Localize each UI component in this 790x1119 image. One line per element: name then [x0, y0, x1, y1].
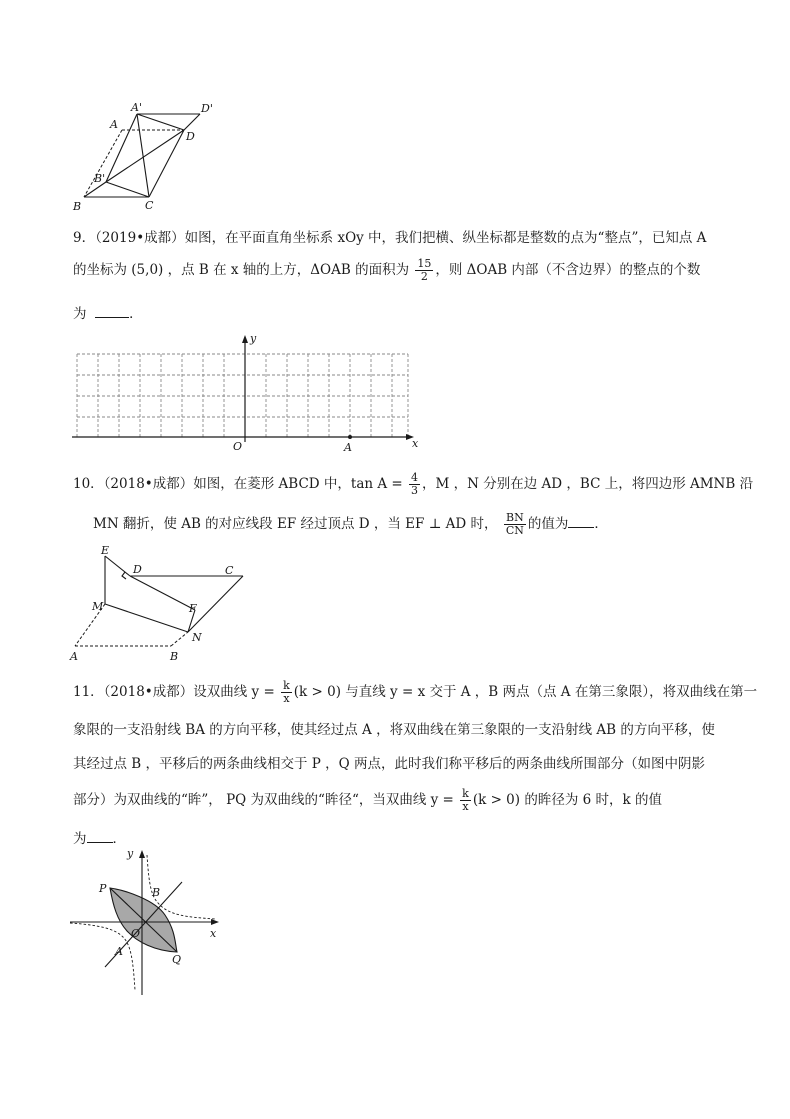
question-text: 部分）为双曲线的“眸”， PQ 为双曲线的“眸径“，当双曲线 y = — [73, 792, 454, 808]
fraction-denominator: 3 — [411, 484, 419, 497]
question-text: 如图，在平面直角坐标系 xOy 中，我们把横、纵坐标都是整数的点为“整点”，已知点 A — [184, 230, 707, 246]
point-b-prime: B' — [94, 172, 106, 185]
question-text: MN 翻折，使 AB 的对应线段 EF 经过顶点 D ，当 EF ⊥ AD 时， — [93, 516, 498, 532]
question-text: (k > 0) 的眸径为 6 时，k 的值 — [472, 792, 662, 808]
x-axis-label: x — [210, 927, 217, 940]
fraction-denominator: CN — [505, 524, 524, 537]
point-a: A — [70, 650, 78, 663]
fraction-numerator: 15 — [417, 257, 432, 270]
question-text: ，则 ΔOAB 内部（不含边界）的整点的个数 — [435, 262, 701, 278]
point-a: A — [110, 118, 118, 131]
fraction — [504, 512, 526, 537]
point-e: E — [101, 544, 110, 557]
point-d: D — [186, 130, 195, 143]
fraction-numerator: k — [462, 787, 469, 800]
question-8-figure — [70, 100, 230, 215]
point-a-prime: A' — [131, 101, 142, 114]
point-d: D — [133, 563, 142, 576]
fraction-denominator: x — [462, 800, 469, 813]
question-text: 设双曲线 y = — [193, 684, 275, 700]
question-text: ，M ，N 分别在边 AD ，BC 上，将四边形 AMNB 沿 — [422, 476, 754, 492]
fraction-denominator: x — [283, 692, 290, 705]
origin-label: O — [131, 927, 141, 940]
question-9-figure — [70, 330, 430, 455]
y-axis-label: y — [127, 847, 134, 860]
point-f: F — [189, 602, 197, 615]
answer-blank — [568, 513, 594, 528]
origin-label: O — [233, 440, 243, 453]
fraction-numerator: k — [283, 679, 290, 692]
point-m: M — [92, 600, 104, 613]
fraction-numerator: BN — [504, 512, 526, 525]
point-b: B — [170, 650, 179, 663]
question-number: 10． — [73, 476, 104, 492]
question-11-figure — [65, 845, 230, 1000]
question-source: （2018•成都） — [103, 684, 194, 700]
point-a-label: A — [344, 441, 352, 454]
point-b: B — [73, 200, 82, 213]
question-text: 的坐标为 (5,0) ，点 B 在 x 轴的上方，ΔOAB 的面积为 — [73, 262, 410, 278]
question-text: 象限的一支沿射线 BA 的方向平移，使其经过点 A ，将双曲线在第三象限的一支沿射线 AB 的方向平移，使 — [73, 722, 715, 738]
answer-blank — [95, 303, 129, 318]
fraction — [415, 258, 433, 283]
question-number: 9． — [73, 230, 96, 246]
fraction — [460, 788, 471, 813]
point-c: C — [225, 564, 234, 577]
question-number: 11． — [73, 684, 104, 700]
point-b: B — [152, 886, 161, 899]
fraction-denominator: 2 — [420, 270, 428, 283]
question-text: (k > 0) 与直线 y = x 交于 A ，B 两点（点 A 在第三象限），将双曲线在第一 — [293, 684, 758, 700]
point-p: P — [99, 882, 107, 895]
point-n: N — [192, 631, 202, 644]
fraction — [281, 680, 292, 705]
question-text: 如图，在菱形 ABCD 中，tan A = — [193, 476, 403, 492]
x-axis-label: x — [412, 437, 419, 450]
question-text: 其经过点 B ，平移后的两条曲线相交于 P ，Q 两点，此时我们称平移后的两条曲线所围部分（如图中阴影 — [73, 756, 706, 772]
answer-blank — [87, 828, 113, 843]
question-text: 的值为 — [527, 516, 569, 532]
fraction — [409, 472, 420, 497]
y-axis-label: y — [250, 332, 257, 345]
question-text: 为 — [73, 306, 87, 322]
question-text: 为 — [73, 831, 87, 847]
fraction-numerator: 4 — [411, 471, 419, 484]
question-source: （2019•成都） — [95, 230, 185, 246]
point-q: Q — [172, 953, 182, 966]
point-a: A — [115, 945, 123, 958]
question-source: （2018•成都） — [103, 476, 194, 492]
point-c: C — [145, 199, 154, 212]
question-10-figure — [65, 542, 250, 664]
point-d-prime: D' — [201, 102, 213, 115]
